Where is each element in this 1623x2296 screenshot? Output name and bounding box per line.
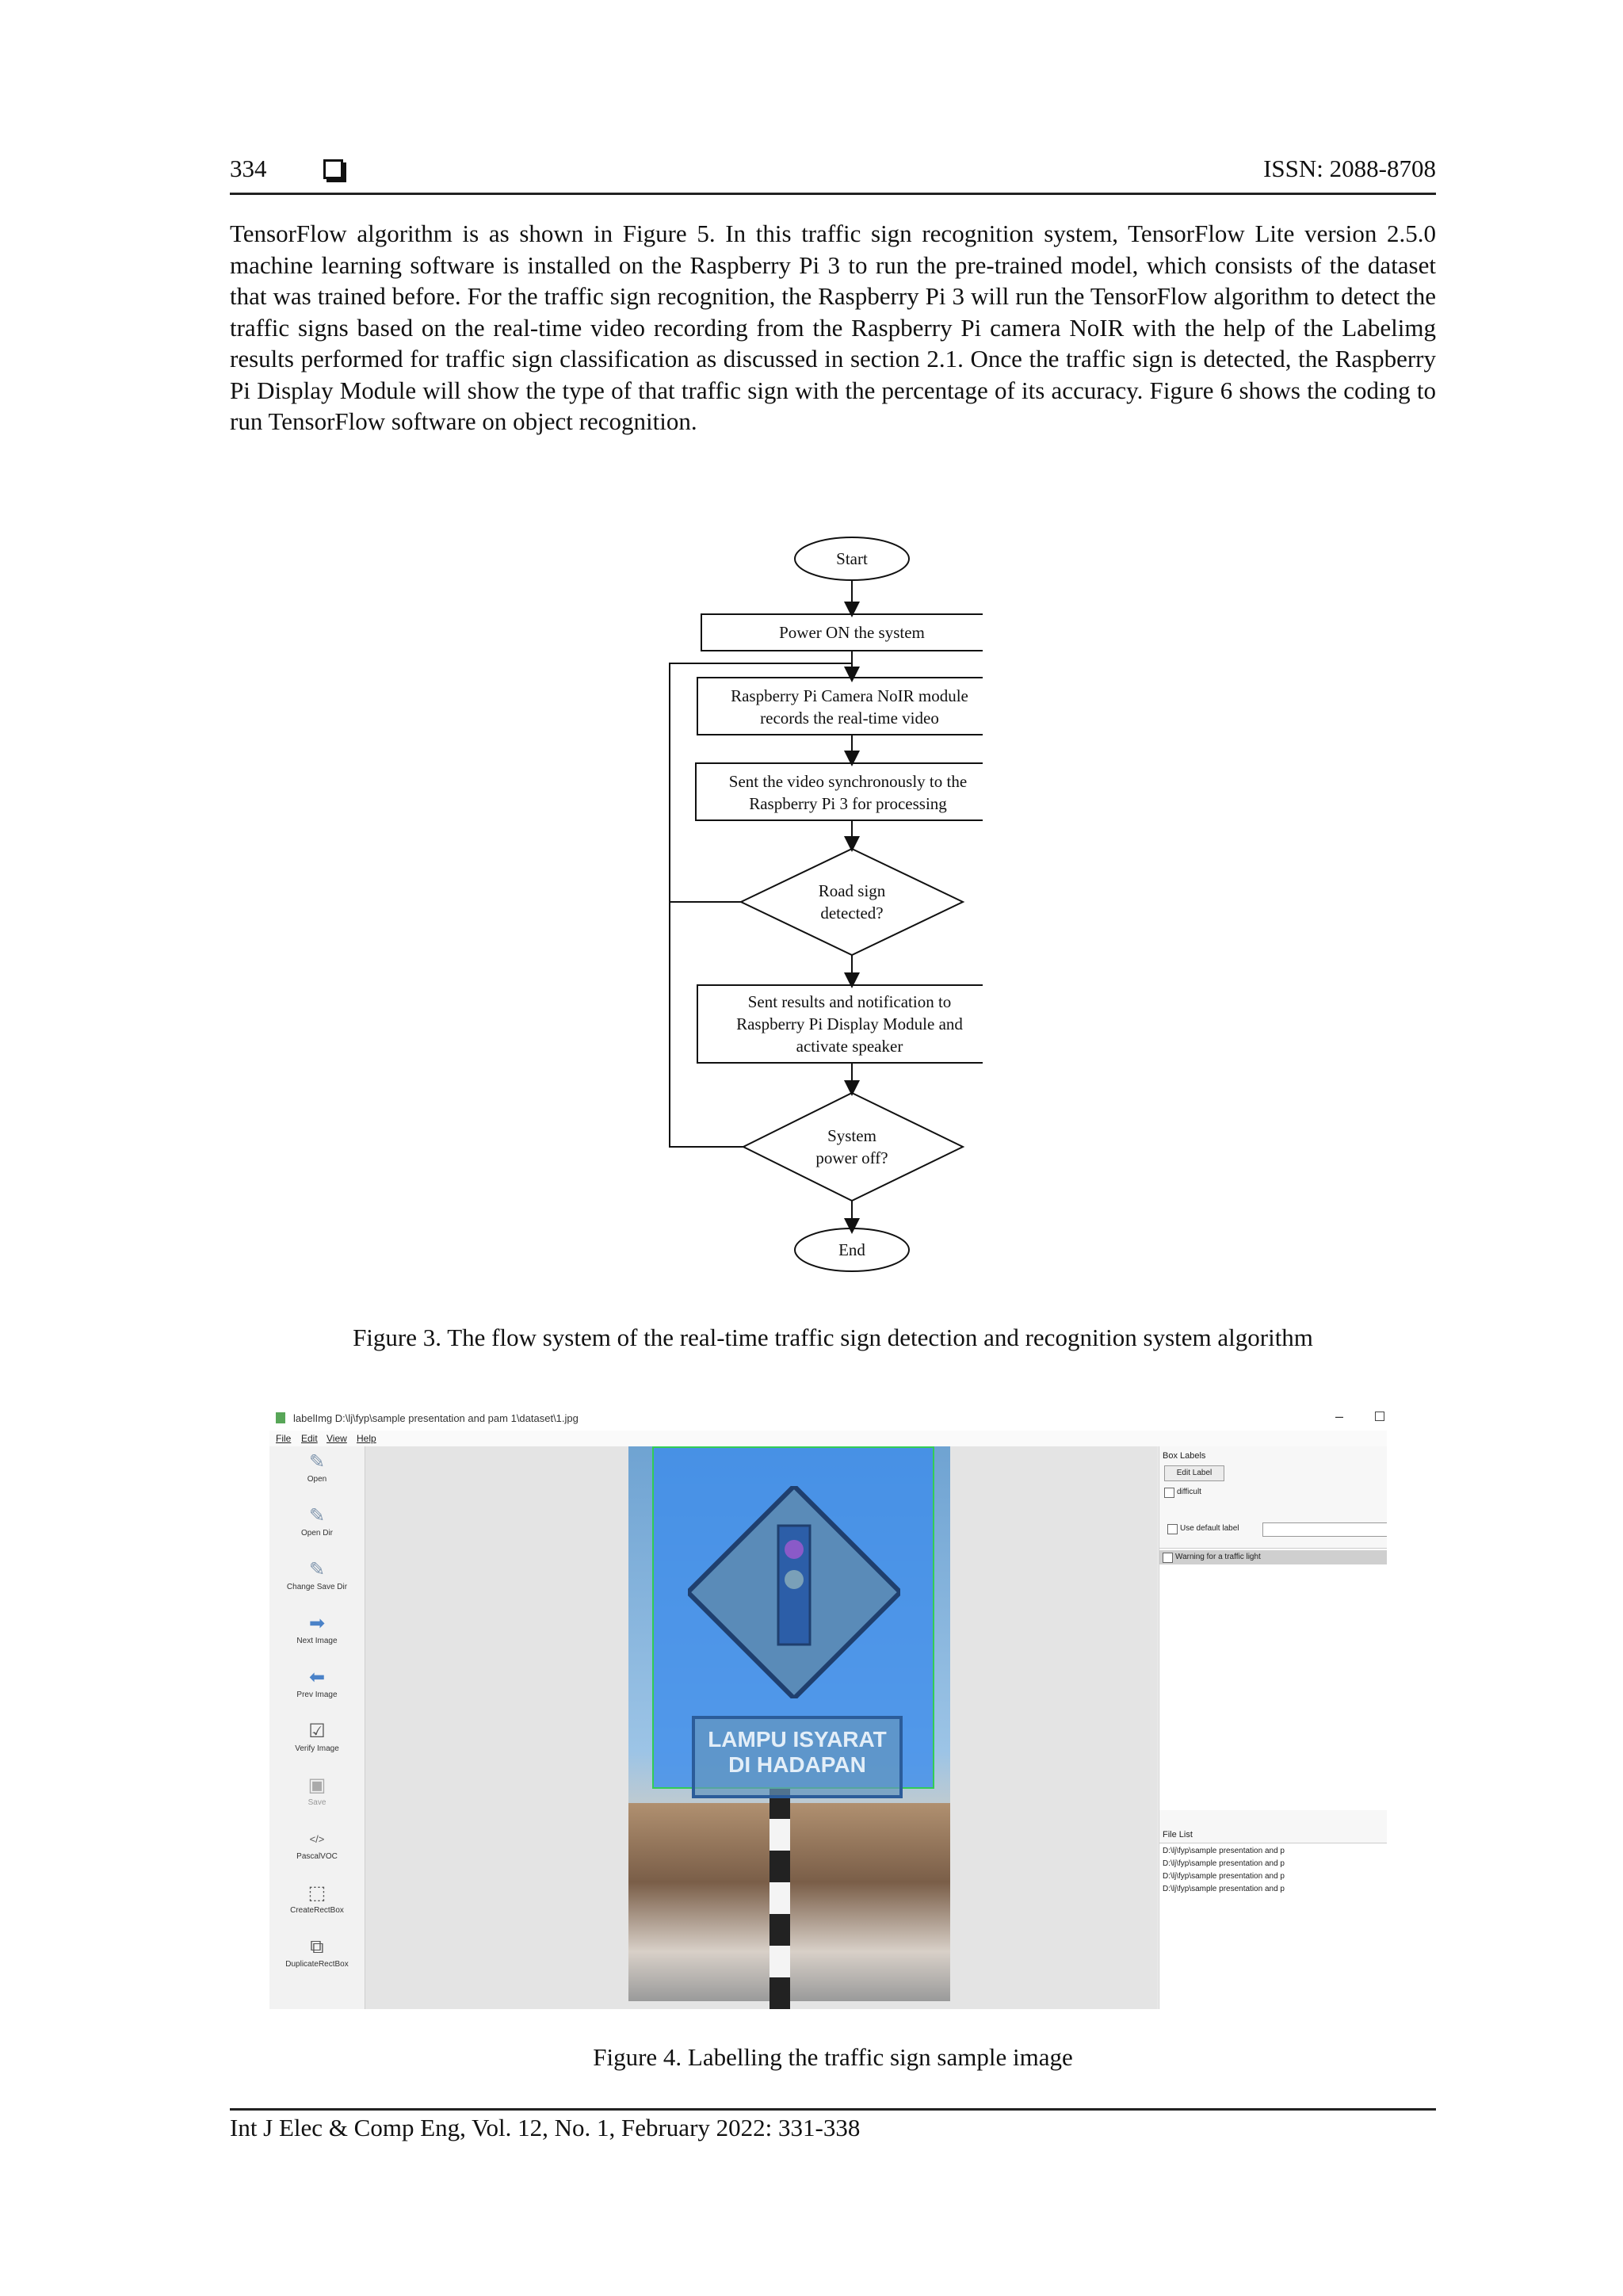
road-sign-decision <box>741 849 963 955</box>
results-label-3: activate speaker <box>796 1037 903 1056</box>
label-list[interactable] <box>1159 1548 1387 1810</box>
menu-help[interactable]: Help <box>357 1433 376 1444</box>
window-title: labelImg D:\lj\fyp\sample presentation and pam 1\dataset\1.jpg <box>293 1412 579 1424</box>
decision2-label-1: System <box>827 1126 876 1145</box>
start-label: Start <box>836 549 868 568</box>
change-save-dir-button[interactable]: ✎ Change Save Dir <box>286 1559 348 1591</box>
square-icon <box>323 159 343 179</box>
folder-icon: ✎ <box>308 1505 326 1526</box>
menu-view[interactable]: View <box>327 1433 347 1444</box>
save-icon: ▣ <box>307 1775 327 1796</box>
sign-plate <box>692 1716 903 1798</box>
body-paragraph: TensorFlow algorithm is as shown in Figure 5. In this traffic sign recognition system, TensorFlow Lite version 2.5.0 machine learning software is installed on the Raspberry Pi 3 to run the pre-trained model, which consists of the dataset that was trained before. For the traffic sign recognition, the Raspberry Pi 3 will run the TensorFlow algorithm to detect the traffic signs based on the real-time video recording from the Raspberry Pi camera NoIR with the help of the Labelimg results performed for traffic sign classification as discussed in section 2.1. Once the traffic sign is detected, the Raspberry Pi Display Module will show the type of that traffic sign with the percentage of its accuracy. Figure 6 shows the coding to run TensorFlow software on object recognition. <box>230 220 1436 435</box>
page-number: 334 <box>230 155 267 182</box>
open-button[interactable]: ✎ Open <box>269 1451 365 1484</box>
duplicate-rectbox-button[interactable] <box>269 1936 365 1969</box>
edit-label-button[interactable]: Edit Label <box>1164 1465 1224 1481</box>
file-item[interactable]: D:\lj\fyp\sample presentation and p <box>1163 1872 1285 1881</box>
figure4-caption: Figure 4. Labelling the traffic sign sample image <box>593 2043 1073 2071</box>
file-item[interactable]: D:\lj\fyp\sample presentation and p <box>1163 1859 1285 1868</box>
code-icon: </> <box>309 1833 325 1845</box>
results-label-1: Sent results and notification to <box>747 992 952 1011</box>
use-default-label-checkbox[interactable] <box>1167 1524 1178 1534</box>
create-rectbox-button[interactable] <box>269 1882 365 1915</box>
next-image-button[interactable]: ➡ Next Image <box>296 1613 338 1645</box>
toolbar <box>269 1446 365 2009</box>
send-label-2: Raspberry Pi 3 for processing <box>749 794 947 813</box>
issn: ISSN: 2088-8708 <box>1263 155 1436 182</box>
footer-rule <box>230 2108 1436 2111</box>
label-list-item[interactable] <box>1159 1550 1387 1564</box>
figure3-caption: Figure 3. The flow system of the real-time traffic sign detection and recognition system algorithm <box>353 1324 1313 1351</box>
image-canvas[interactable] <box>365 1446 1158 2009</box>
camera-label-2: records the real-time video <box>760 709 939 728</box>
sign-pole <box>769 1787 790 2009</box>
pascalvoc-button[interactable]: </> PascalVOC <box>269 1828 365 1861</box>
sign-text-line1: LAMPU ISYARAT <box>708 1727 887 1752</box>
box-labels-title: Box Labels <box>1163 1451 1206 1461</box>
decision2-label-2: power off? <box>815 1148 888 1167</box>
results-label-2: Raspberry Pi Display Module and <box>736 1014 963 1033</box>
maximize-icon[interactable] <box>1375 1412 1384 1421</box>
window-titlebar <box>269 1407 1387 1431</box>
menu-edit[interactable]: Edit <box>301 1433 318 1444</box>
file-list-title: File List <box>1163 1830 1193 1839</box>
label-item-text: Warning for a traffic light <box>1175 1553 1261 1561</box>
verify-image-button[interactable]: ☑ Verify Image <box>295 1721 339 1753</box>
file-item[interactable]: D:\lj\fyp\sample presentation and p <box>1163 1847 1285 1855</box>
file-item[interactable]: D:\lj\fyp\sample presentation and p <box>1163 1885 1285 1893</box>
create-rectbox-label: CreateRectBox <box>290 1906 344 1915</box>
use-default-label-text: Use default label <box>1180 1524 1239 1533</box>
menubar <box>269 1431 1387 1446</box>
end-label: End <box>838 1240 865 1259</box>
folder-icon: ✎ <box>308 1451 326 1473</box>
folder-icon: ✎ <box>308 1559 326 1580</box>
label-visible-checkbox[interactable] <box>1163 1553 1173 1563</box>
page-header <box>230 155 1436 195</box>
footer-citation: Int J Elec & Comp Eng, Vol. 12, No. 1, February 2022: 331-338 <box>230 2114 861 2141</box>
decision1-label-1: Road sign <box>818 881 886 900</box>
flowchart <box>650 527 983 1284</box>
send-label-1: Sent the video synchronously to the <box>728 772 968 791</box>
side-panel <box>1159 1446 1387 2009</box>
camera-label-1: Raspberry Pi Camera NoIR module <box>731 686 968 705</box>
check-icon: ☑ <box>308 1721 326 1742</box>
warning-sign-diamond <box>688 1486 900 1698</box>
file-list[interactable] <box>1159 1843 1387 2009</box>
open-dir-button[interactable]: ✎ Open Dir <box>300 1505 333 1538</box>
difficult-label: difficult <box>1177 1488 1201 1496</box>
power-on-label: Power ON the system <box>779 623 925 642</box>
app-icon <box>276 1412 285 1423</box>
prev-image-button[interactable]: ⬅ Prev Image <box>296 1667 338 1699</box>
minimize-icon[interactable]: – <box>1335 1408 1344 1424</box>
duplicate-icon: ⧉ <box>310 1936 324 1958</box>
power-off-decision <box>743 1093 963 1201</box>
sign-text-line2: DI HADAPAN <box>728 1752 866 1777</box>
labelimg-screenshot <box>269 1407 1387 2009</box>
difficult-checkbox[interactable] <box>1164 1488 1174 1498</box>
arrow-right-icon: ➡ <box>308 1613 326 1634</box>
decision1-label-2: detected? <box>820 904 884 923</box>
rectbox-icon: ⬚ <box>307 1882 327 1904</box>
arrow-left-icon: ⬅ <box>308 1667 326 1688</box>
default-label-input[interactable] <box>1262 1522 1387 1537</box>
save-button[interactable]: ▣ Save <box>269 1775 365 1807</box>
duplicate-rectbox-label: DuplicateRectBox <box>285 1960 349 1969</box>
menu-file[interactable]: File <box>276 1433 292 1444</box>
